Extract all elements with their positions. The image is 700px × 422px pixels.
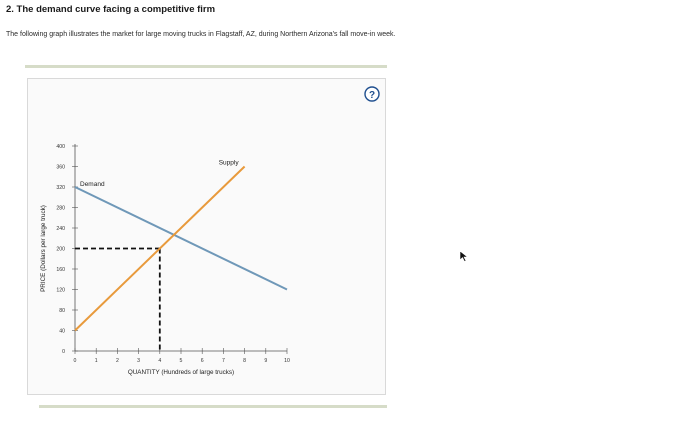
y-tick-label: 360 [56, 164, 65, 171]
x-tick-label: 4 [158, 358, 162, 364]
x-tick-label: 1 [94, 358, 98, 364]
y-axis-title: PRICE (Dollars per large truck) [40, 205, 47, 292]
y-tick-label: 280 [56, 205, 65, 212]
x-tick-label: 9 [264, 358, 268, 364]
help-glyph: ? [368, 89, 376, 101]
y-tick-label: 240 [56, 226, 65, 232]
y-tick-label: 160 [56, 267, 65, 273]
y-tick-label: 80 [59, 308, 65, 314]
supply-label: Supply [218, 159, 239, 167]
x-tick-label: 6 [200, 358, 204, 364]
x-tick-label: 5 [179, 358, 183, 364]
demand-label: Demand [80, 181, 105, 188]
x-tick-label: 10 [284, 358, 290, 364]
x-tick-label: 0 [73, 358, 77, 364]
x-tick-label: 7 [221, 358, 225, 364]
x-axis-title: QUANTITY (Hundreds of large trucks) [127, 369, 235, 376]
bottom-divider [39, 405, 387, 408]
y-tick-label: 0 [62, 349, 65, 355]
question-title: 2. The demand curve facing a competitive firm [6, 4, 216, 15]
y-tick-label: 40 [59, 328, 65, 335]
y-tick-label: 120 [56, 287, 65, 294]
top-divider [25, 65, 387, 68]
x-tick-label: 3 [137, 358, 141, 364]
y-tick-label: 320 [56, 185, 65, 191]
y-tick-label: 400 [56, 144, 65, 150]
question-intro: The following graph illustrates the market for large moving trucks in Flagstaff, AZ, during Northern Arizona's fall move-in week. [6, 31, 396, 38]
mouse-cursor-icon [459, 250, 469, 262]
y-tick-label: 200 [56, 246, 65, 253]
x-tick-label: 8 [243, 358, 247, 364]
x-tick-label: 2 [115, 358, 119, 364]
help-icon[interactable] [364, 86, 380, 102]
graph-panel [27, 78, 386, 395]
